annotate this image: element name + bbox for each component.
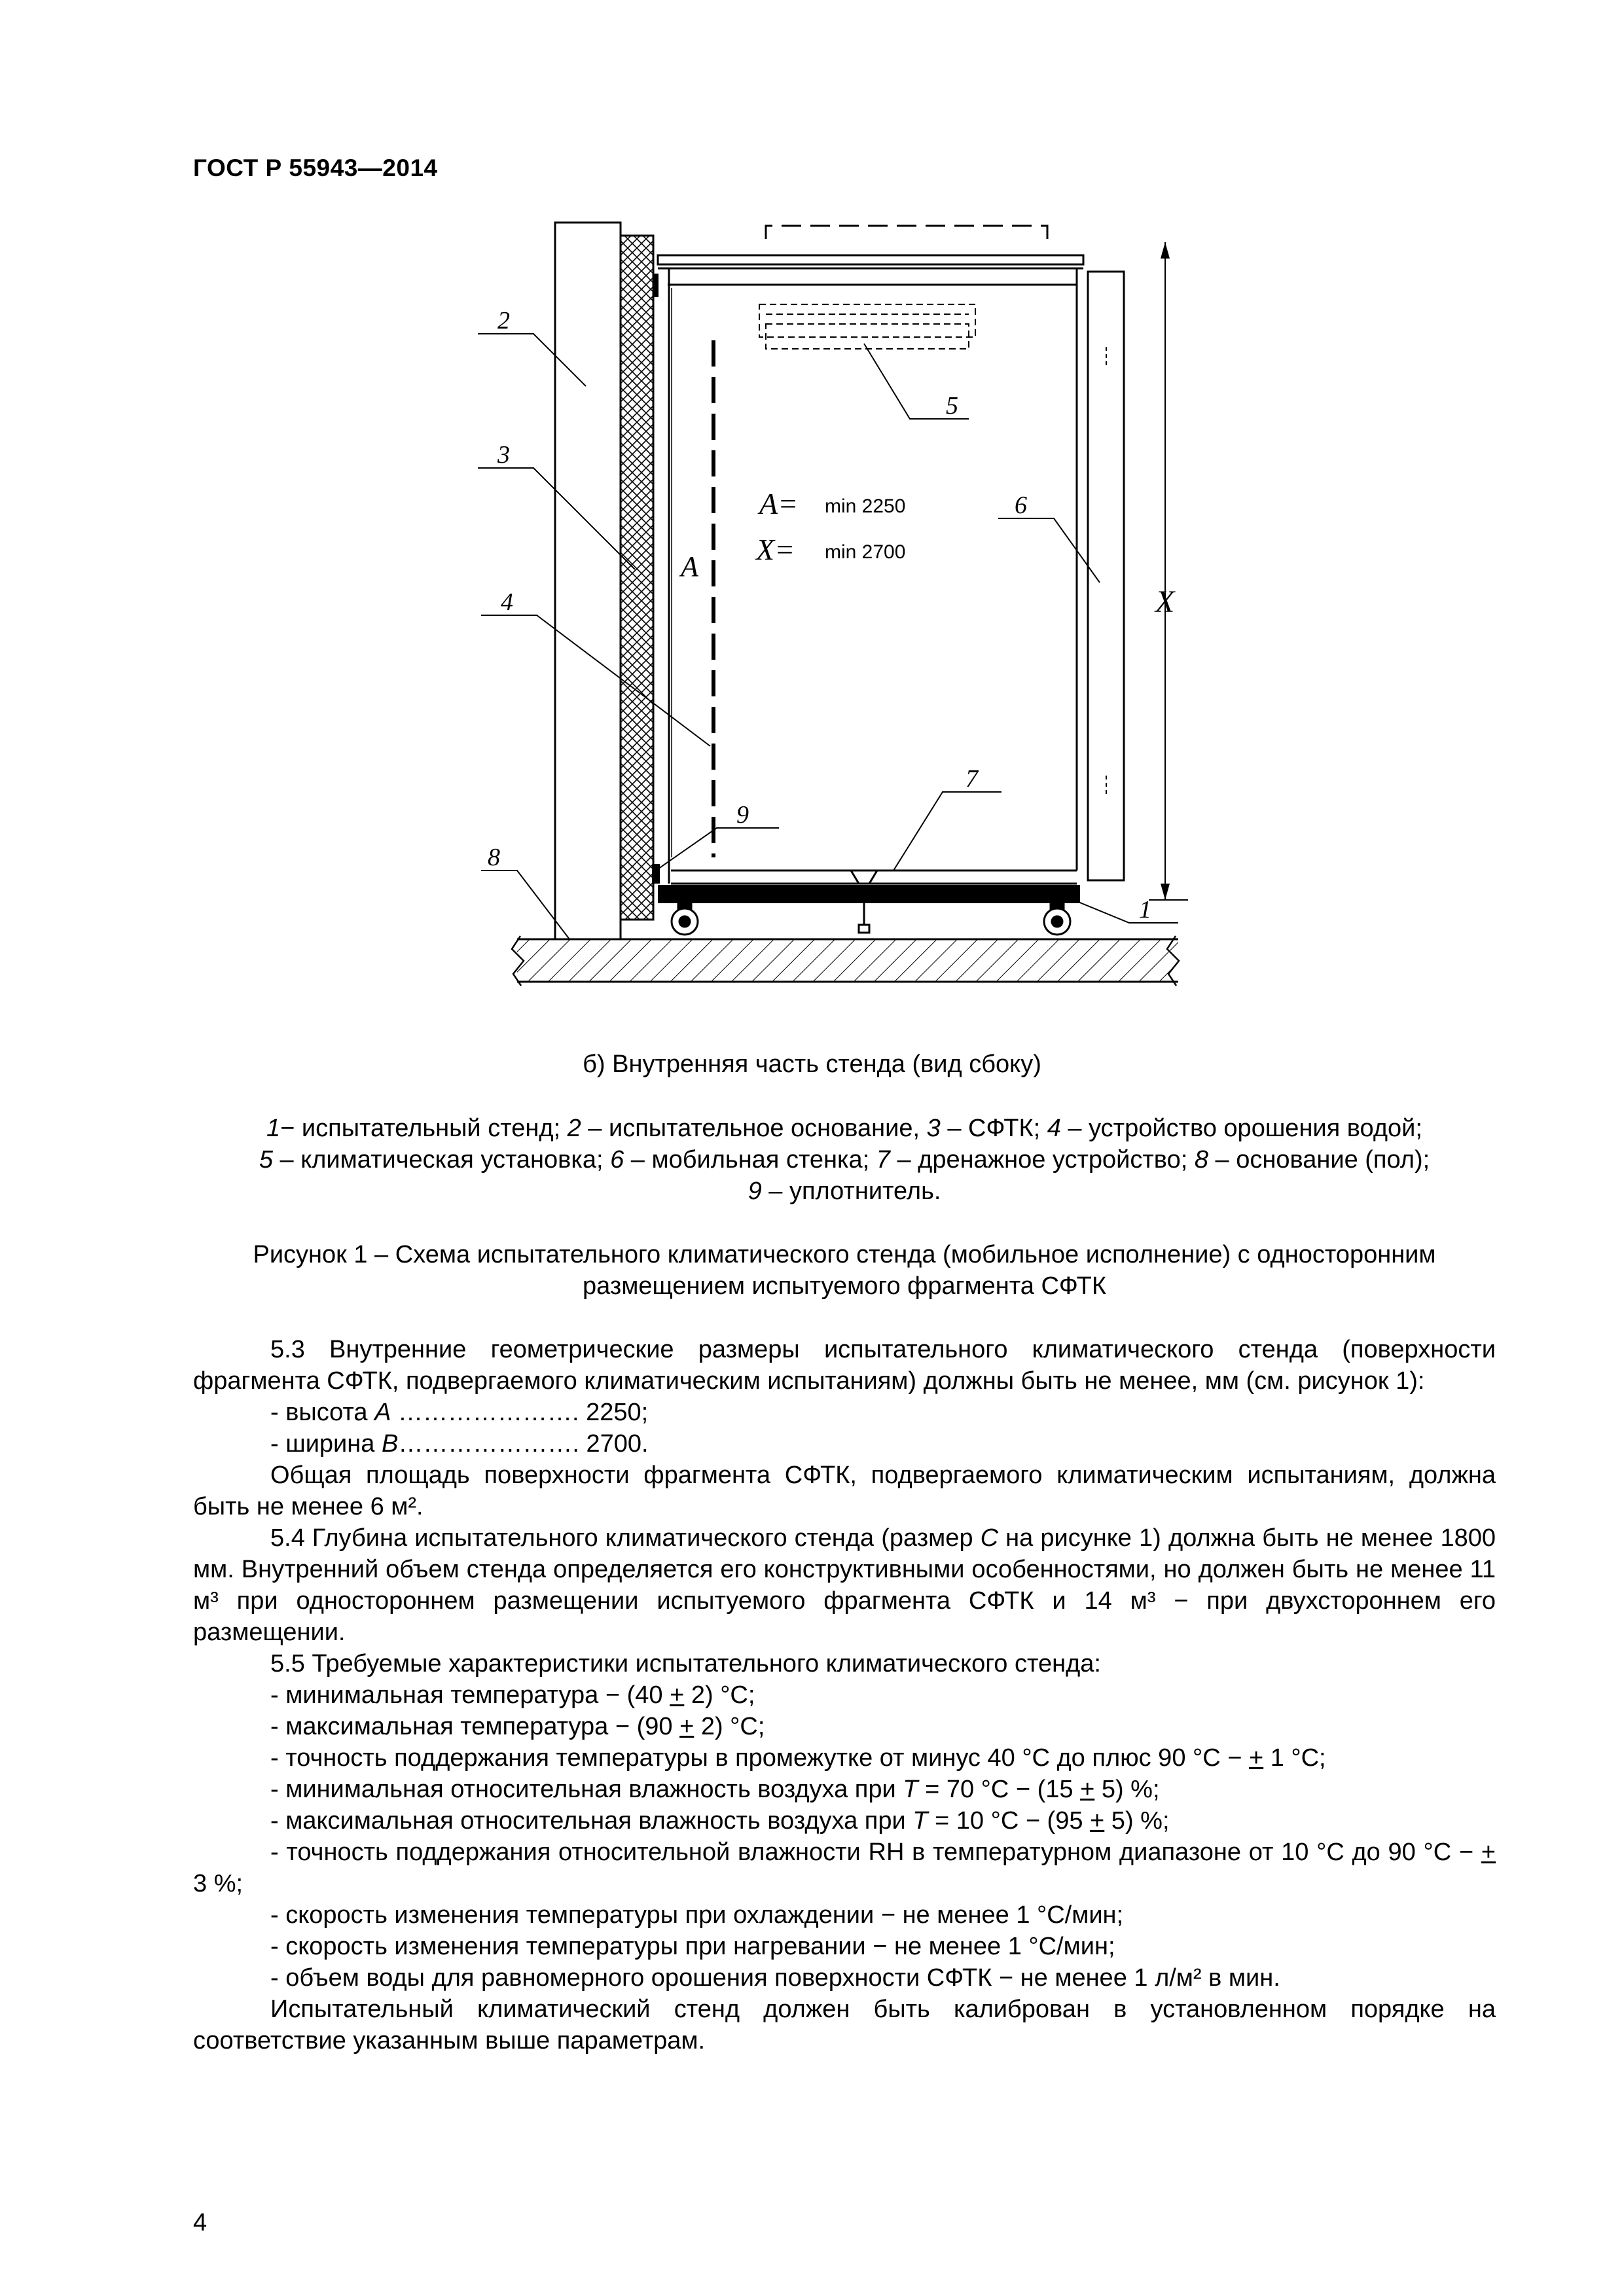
label-7: 7 [965,765,978,793]
wheel-right [1044,903,1070,935]
req-temp-accuracy: - точность поддержания температуры в промежутке от минус 40 °С до плюс 90 °С − + 1 °С; [270,1744,1326,1772]
seal [652,864,660,884]
leader-1 [1074,900,1178,923]
dimension-a-label: A [681,550,698,583]
req-water-volume: - объем воды для равномерного орошения поверхности СФТК − не менее 1 л/м² в мин. [270,1964,1280,1992]
stand-base-platform [658,885,1080,903]
paragraph-calibration: Испытательный климатический стенд должен быть калиброван в установленном порядке на соответствие указанным выше параметрам. [193,1996,1496,2054]
label-4: 4 [501,588,513,616]
top-unit-dashed [766,226,1047,239]
paragraph-5-5: 5.5 Требуемые характеристики испытательного климатического стенда: [270,1650,1101,1677]
label-5: 5 [946,392,958,420]
req-humidity-accuracy: - точность поддержания относительной влажности RH в температурном диапазоне от 10 °С до 90 °С − + 3 %; [193,1839,1496,1897]
test-base-wall [555,223,621,939]
req-heating-rate: - скорость изменения температуры при нагревании − не менее 1 °С/мин; [270,1933,1115,1960]
label-2: 2 [497,307,510,334]
list-width: - ширина B…………………. 2700. [270,1430,649,1458]
req-max-humidity: - максимальная относительная влажность воздуха при T = 10 °С − (95 + 5) %; [270,1807,1170,1835]
formula-x-val: min 2700 [825,541,906,563]
paragraph-5-4: 5.4 Глубина испытательного климатического стенда (размер С на рисунке 1) должна быть не менее 1800 мм. Внутренний объем стенда определяется его конструктивными особенностями, но должен быть не менее 11 м³ при одностороннем размещении испытуемого фрагмента СФТК и 14 м³ − при двухстороннем его размещении. [193,1524,1496,1646]
floor-hatch [517,939,1178,982]
paragraph-area: Общая площадь поверхности фрагмента СФТК, подвергаемого климатическим испытаниям, должна быть не менее 6 м². [193,1462,1496,1520]
label-3: 3 [497,441,510,469]
leader-6 [998,518,1100,583]
req-min-temp: - минимальная температура − (40 + 2) °С; [270,1681,755,1709]
label-8: 8 [488,844,500,871]
figure-subcaption: б) Внутренняя часть стенда (вид сбоку) [583,1050,1041,1078]
formula-x-var: X= [756,533,795,566]
climate-unit [759,304,975,349]
paragraph-5-3: 5.3 Внутренние геометрические размеры испытательного климатического стенда (поверхности фрагмента СФТК, подвергаемого климатическим испытаниям) должны быть не менее, мм (см. рисунок 1): [193,1336,1496,1395]
req-min-humidity: - минимальная относительная влажность воздуха при T = 70 °С − (15 + 5) %; [270,1776,1160,1803]
stand-diagram [458,216,1211,1014]
body-text [193,1334,1496,2056]
page-number: 4 [193,2209,208,2236]
leader-7 [893,792,1001,870]
dimension-x-label: X [1155,584,1175,619]
list-height: - высота A …………………. 2250; [270,1399,649,1426]
ceiling-frame [658,255,1083,264]
document-header: ГОСТ Р 55943—2014 [193,154,438,181]
figure-legend: 1− испытательный стенд; 2 – испытательное основание, 3 – СФТК; 4 – устройство орошения водой; 5 – климатическая установка; 6 – мобильная стенка; 7 – дренажное устройство; 8 – основание (пол); 9 – уплотнитель. [259,1115,1430,1205]
label-6: 6 [1015,492,1027,519]
req-max-temp: - максимальная температура − (90 + 2) °С; [270,1713,765,1740]
formula-a-var: A= [759,487,799,520]
req-cooling-rate: - скорость изменения температуры при охлаждении − не менее 1 °С/мин; [270,1901,1124,1929]
label-9: 9 [736,801,749,829]
leader-9 [656,828,779,870]
formula-a-val: min 2250 [825,495,906,517]
sftk-layer [621,236,653,920]
figure-title: Рисунок 1 – Схема испытательного климатического стенда (мобильное исполнение) с односторонним размещением испытуемого фрагмента СФТК [253,1241,1436,1300]
label-1: 1 [1139,896,1151,924]
wheel-left [672,903,698,935]
